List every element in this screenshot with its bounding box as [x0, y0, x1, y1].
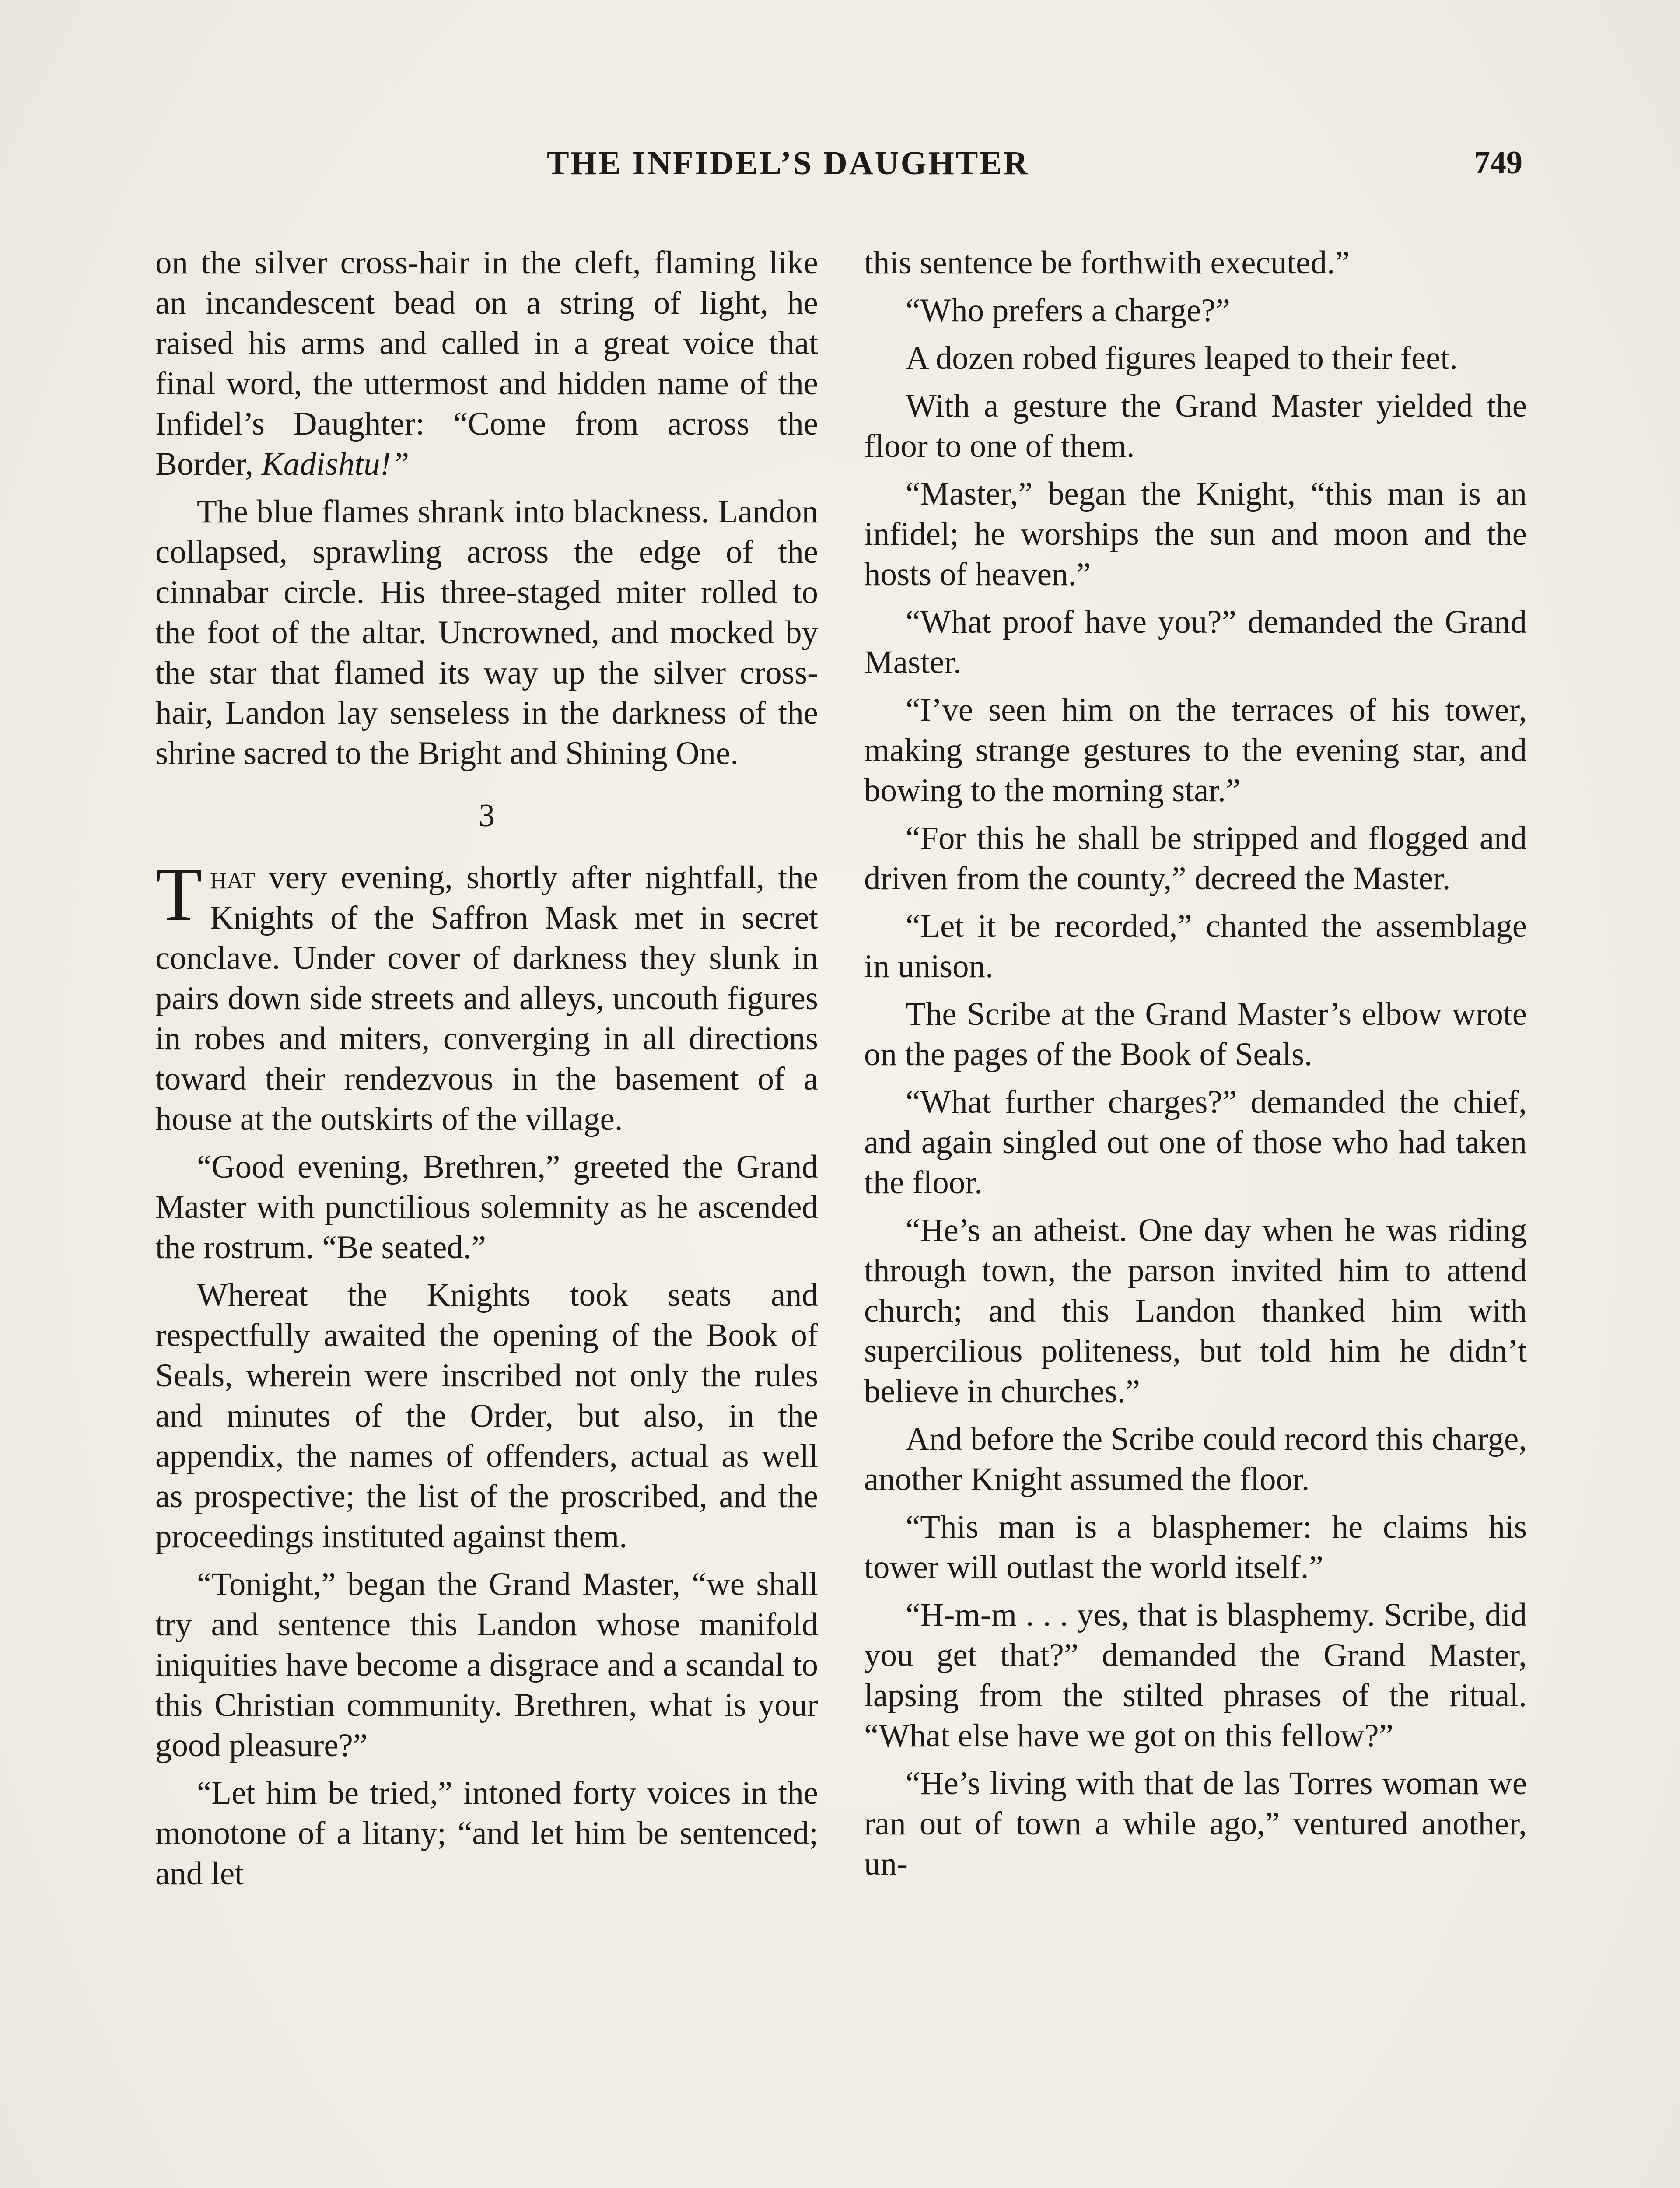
- paragraph-text: on the silver cross-hair in the cleft, flaming like an incandescent bead on a string of light, he raised his arms and called in a great voice that final word, the uttermost and hidden name of the Infidel’s Daughter: “Come from across the Border,: [155, 245, 818, 482]
- running-title: THE INFIDEL’S DAUGHTER: [547, 145, 1029, 182]
- paragraph: “I’ve seen him on the terraces of his tower, making strange gestures to the evening star, and bowing to the morning star.”: [864, 692, 1527, 809]
- paragraph: A dozen robed figures leaped to their feet.: [906, 340, 1458, 376]
- drop-cap-letter: T: [155, 852, 202, 936]
- right-column: [864, 243, 1527, 1892]
- running-head: [158, 144, 1522, 197]
- left-column: [155, 243, 818, 1901]
- paragraph: “Who prefers a charge?”: [906, 292, 1230, 329]
- small-caps-word: hat: [210, 859, 255, 896]
- paragraph: The Scribe at the Grand Master’s elbow wrote on the pages of the Book of Seals.: [864, 996, 1527, 1073]
- paragraph: “H-m-m . . . yes, that is blasphemy. Scribe, did you get that?” demanded the Grand Master, lapsing from the stilted phrases of the ritual. “What else have we got on this fellow?”: [864, 1597, 1527, 1754]
- paragraph: “What further charges?” demanded the chief, and again singled out one of those who had taken the floor.: [864, 1084, 1527, 1201]
- paragraph: “Tonight,” began the Grand Master, “we shall try and sentence this Landon whose manifold iniquities have become a disgrace and a scandal to this Christian community. Brethren, what is your good pleasure?”: [155, 1566, 818, 1764]
- paragraph: “Let it be recorded,” chanted the assemblage in unison.: [864, 908, 1527, 985]
- paragraph: And before the Scribe could record this charge, another Knight assumed the floor.: [864, 1421, 1527, 1497]
- paragraph: “He’s living with that de las Torres woman we ran out of town a while ago,” ventured another, un-: [864, 1765, 1527, 1882]
- page-number: 749: [1474, 145, 1522, 181]
- paragraph: “This man is a blasphemer: he claims his tower will outlast the world itself.”: [864, 1509, 1527, 1585]
- paragraph: “Let him be tried,” intoned forty voices in the monotone of a litany; “and let him be sentenced; and let: [155, 1775, 818, 1892]
- paragraph: “Master,” began the Knight, “this man is an infidel; he worships the sun and moon and the hosts of heaven.”: [864, 476, 1527, 593]
- italic-name: Kadishtu!”: [261, 446, 410, 482]
- paragraph: “He’s an atheist. One day when he was riding through town, the parson invited him to attend church; and this Landon thanked him with supercilious politeness, but told him he didn’t believe in churches.”: [864, 1212, 1527, 1410]
- paragraph: “What proof have you?” demanded the Grand Master.: [864, 604, 1527, 680]
- paragraph: Whereat the Knights took seats and respectfully awaited the opening of the Book of Seals, wherein were inscribed not only the rules and minutes of the Order, but also, in the appendix, the names of offenders, actual as well as prospective; the list of the proscribed, and the proceedings instituted against them.: [155, 1277, 818, 1555]
- paragraph: this sentence be forthwith executed.”: [864, 245, 1350, 281]
- paragraph: “For this he shall be stripped and flogged and driven from the county,” decreed the Master.: [864, 820, 1527, 897]
- paragraph-text: very evening, shortly after nightfall, the Knights of the Saffron Mask met in secret conclave. Under cover of darkness they slunk in pairs down side streets and alleys, uncouth figures in robes and miters, converging in all directions toward their rendezvous in the basement of a house at the outskirts of the village.: [155, 859, 818, 1137]
- section-number: 3: [479, 798, 495, 834]
- paragraph: With a gesture the Grand Master yielded the floor to one of them.: [864, 388, 1527, 464]
- paragraph: The blue flames shrank into blackness. Landon collapsed, sprawling across the edge of the cinnabar circle. His three-staged miter rolled to the foot of the altar. Uncrowned, and mocked by the star that flamed its way up the silver cross-hair, Landon lay senseless in the darkness of the shrine sacred to the Bright and Shining One.: [155, 494, 818, 771]
- paragraph: “Good evening, Brethren,” greeted the Grand Master with punctilious solemnity as he ascended the rostrum. “Be seated.”: [155, 1149, 818, 1266]
- paragraph: [155, 243, 818, 484]
- paragraph-drop-cap: [155, 852, 818, 1140]
